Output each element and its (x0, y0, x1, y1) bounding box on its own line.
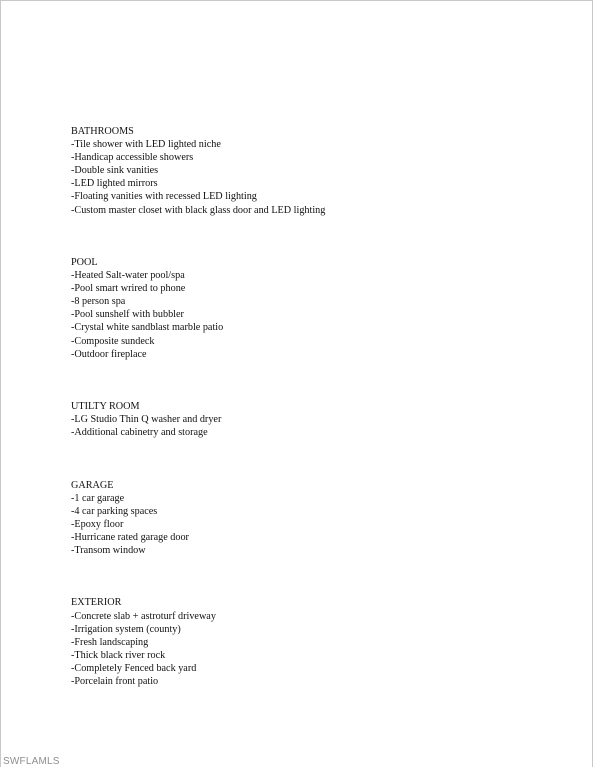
list-item: -Completely Fenced back yard (71, 662, 197, 674)
section-utility-room (71, 400, 325, 439)
section-garage (71, 479, 325, 558)
list-item: -Double sink vanities (71, 165, 159, 177)
list-item: -Outdoor fireplace (71, 348, 147, 360)
list-item: -Floating vanities with recessed LED lighting (71, 191, 257, 203)
feature-list (71, 125, 325, 727)
list-item: -Additional cabinetry and storage (71, 427, 208, 439)
list-item: -Hurricane rated garage door (71, 531, 189, 543)
list-item: -Handicap accessible showers (71, 152, 194, 164)
list-item: -Custom master closet with black glass door and LED lighting (71, 204, 326, 216)
list-item: -LED lighted mirrors (71, 178, 158, 190)
section-title: BATHROOMS (71, 126, 134, 137)
list-item: -Transom window (71, 545, 146, 557)
list-item: -Thick black river rock (71, 649, 166, 661)
list-item: -Fresh landscaping (71, 636, 149, 648)
section-exterior (71, 596, 325, 688)
list-item: -Porcelain front patio (71, 676, 159, 687)
section-title: UTILTY ROOM (71, 401, 140, 412)
list-item: -Pool smart wrired to phone (71, 283, 186, 295)
list-item: -Composite sundeck (71, 335, 155, 347)
section-title: EXTERIOR (71, 597, 122, 609)
list-item: -Concrete slab + astroturf driveway (71, 610, 216, 622)
section-pool (71, 256, 325, 361)
list-item: -LG Studio Thin Q washer and dryer (71, 414, 222, 426)
list-item: -Crystal white sandblast marble patio (71, 322, 224, 334)
list-item: -4 car parking spaces (71, 505, 158, 517)
list-item: -Irrigation system (county) (71, 623, 181, 635)
list-item: -Heated Salt-water pool/spa (71, 270, 185, 282)
list-item: -Tile shower with LED lighted niche (71, 139, 221, 151)
list-item: -Pool sunshelf with bubbler (71, 309, 184, 321)
section-bathrooms (71, 125, 325, 217)
list-item: -Epoxy floor (71, 518, 124, 530)
list-item: -8 person spa (71, 296, 126, 308)
section-title: GARAGE (71, 479, 114, 491)
section-title: POOL (71, 256, 98, 268)
list-item: -1 car garage (71, 492, 125, 504)
watermark: SWFLAMLS (3, 756, 60, 767)
